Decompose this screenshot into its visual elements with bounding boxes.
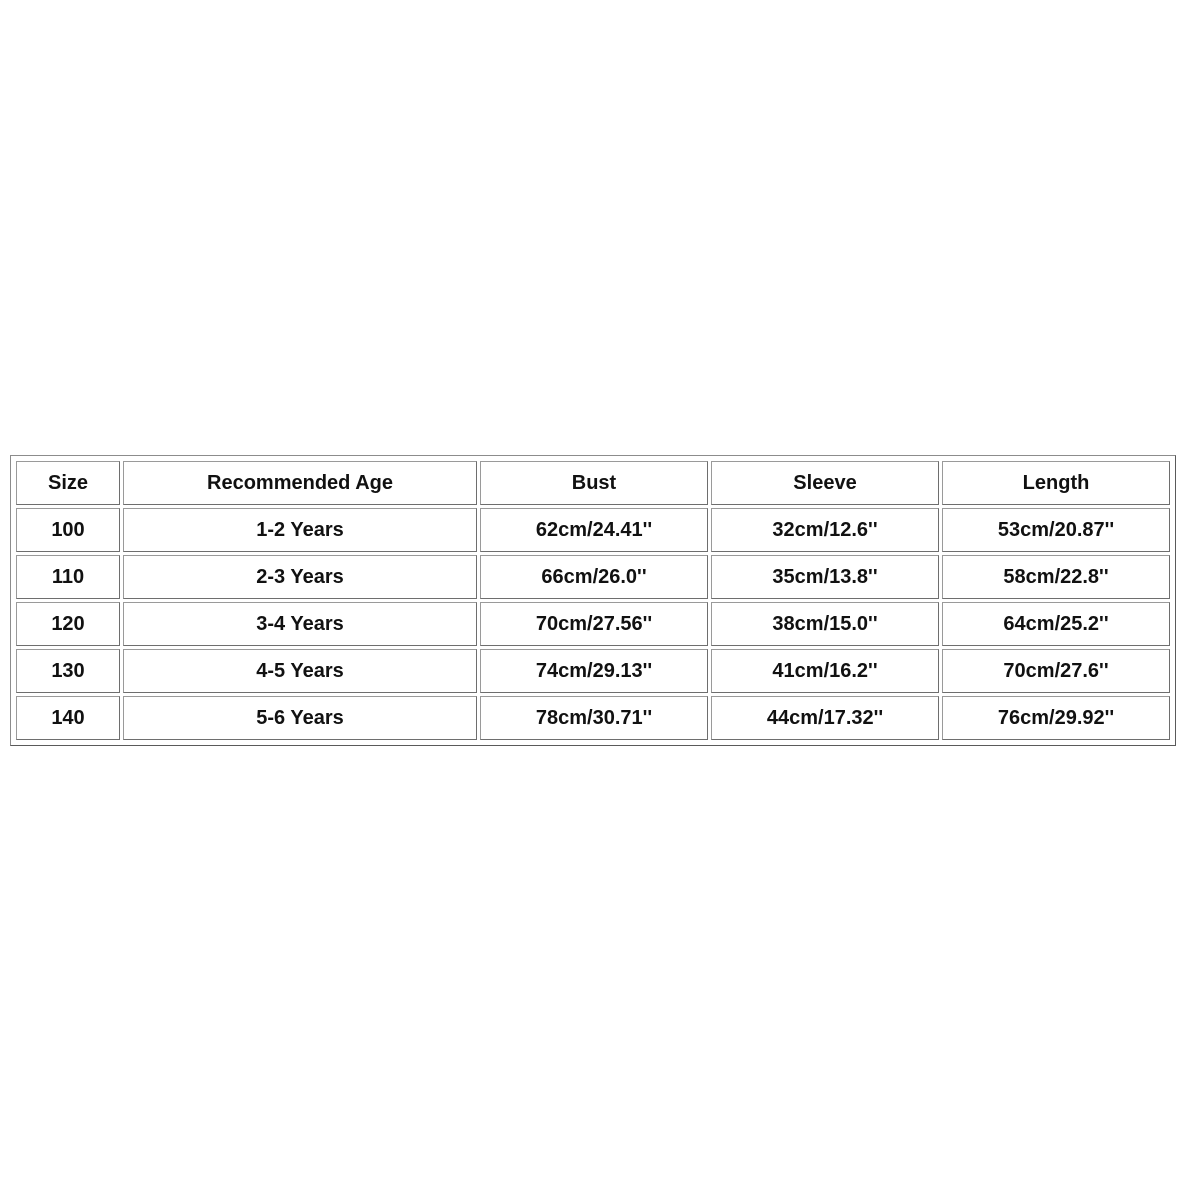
header-size: Size [16,461,120,505]
size-chart-table [13,458,1173,743]
header-recommended-age: Recommended Age [123,461,477,505]
header-sleeve: Sleeve [711,461,939,505]
cell-bust: 70cm/27.56'' [480,602,708,646]
cell-length: 53cm/20.87'' [942,508,1170,552]
cell-recommended-age: 3-4 Years [123,602,477,646]
cell-bust: 62cm/24.41'' [480,508,708,552]
cell-bust: 78cm/30.71'' [480,696,708,740]
cell-sleeve: 35cm/13.8'' [711,555,939,599]
size-chart [10,455,1176,746]
cell-recommended-age: 1-2 Years [123,508,477,552]
cell-length: 64cm/25.2'' [942,602,1170,646]
cell-size: 120 [16,602,120,646]
cell-recommended-age: 2-3 Years [123,555,477,599]
cell-recommended-age: 4-5 Years [123,649,477,693]
cell-length: 76cm/29.92'' [942,696,1170,740]
cell-bust: 74cm/29.13'' [480,649,708,693]
header-length: Length [942,461,1170,505]
table-row [16,555,1170,599]
cell-size: 110 [16,555,120,599]
cell-sleeve: 41cm/16.2'' [711,649,939,693]
cell-sleeve: 44cm/17.32'' [711,696,939,740]
table-row [16,602,1170,646]
cell-sleeve: 38cm/15.0'' [711,602,939,646]
table-row [16,508,1170,552]
cell-size: 100 [16,508,120,552]
cell-recommended-age: 5-6 Years [123,696,477,740]
header-bust: Bust [480,461,708,505]
header-row [16,461,1170,505]
table-row [16,696,1170,740]
cell-sleeve: 32cm/12.6'' [711,508,939,552]
cell-length: 70cm/27.6'' [942,649,1170,693]
cell-bust: 66cm/26.0'' [480,555,708,599]
table-row [16,649,1170,693]
cell-size: 130 [16,649,120,693]
cell-size: 140 [16,696,120,740]
cell-length: 58cm/22.8'' [942,555,1170,599]
